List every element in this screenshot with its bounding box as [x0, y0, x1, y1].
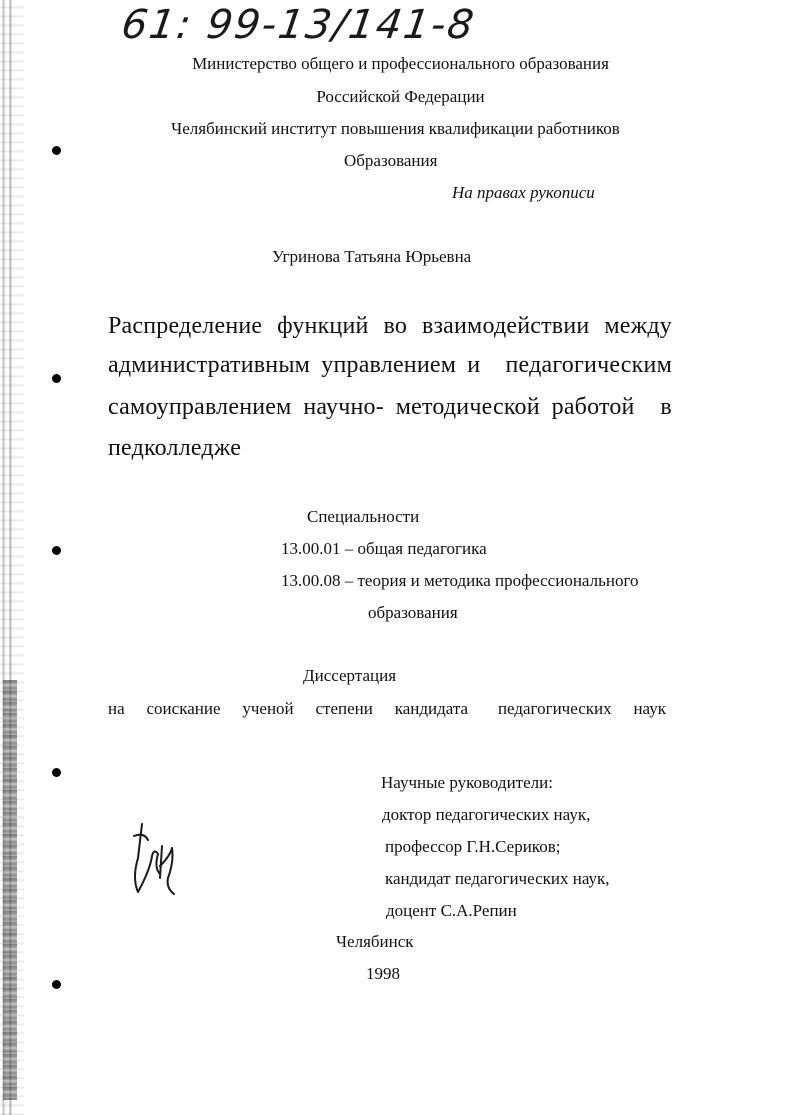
supervisor-line: доцент С.А.Репин — [386, 901, 517, 920]
punch-hole-mark — [52, 768, 61, 777]
title-line-4: педколледже — [108, 435, 242, 461]
degree-word: на — [108, 699, 125, 718]
author-name: Угринова Татьяна Юрьевна — [272, 247, 472, 266]
degree-word: ученой — [242, 699, 294, 718]
degree-line — [108, 699, 666, 719]
supervisor-line: кандидат педагогических наук, — [385, 869, 610, 888]
degree-word: степени — [315, 699, 373, 718]
title-word: Распределение — [108, 313, 263, 339]
archive-number-handwritten: 61: 99-13/141-8 — [118, 2, 479, 48]
punch-hole-mark — [52, 546, 61, 555]
title-line-1 — [108, 313, 672, 340]
title-word: самоуправлением — [108, 394, 292, 420]
city: Челябинск — [336, 932, 414, 951]
degree-word: педагогических — [497, 699, 612, 718]
manuscript-rights: На правах рукописи — [452, 183, 595, 202]
title-word: функций — [277, 313, 369, 339]
federation-line: Российской Федерации — [316, 87, 485, 106]
specialty-item: 13.00.08 – теория и методика профессионального — [281, 571, 639, 590]
title-word: работой — [551, 394, 635, 420]
title-word: управлением — [321, 352, 457, 378]
title-word: и — [467, 352, 481, 378]
supervisor-line: профессор Г.Н.Сериков; — [385, 837, 561, 856]
title-word: педагогическим — [505, 352, 672, 378]
scan-edge-dark-artifact — [3, 680, 17, 1100]
title-word: административным — [108, 352, 311, 378]
title-line-3 — [108, 394, 672, 421]
degree-word: соискание — [146, 699, 221, 718]
title-word: методической — [395, 394, 540, 420]
handwritten-signature — [124, 818, 184, 898]
specialties-heading: Специальности — [307, 507, 420, 526]
specialty-item: 13.00.01 – общая педагогика — [281, 539, 487, 558]
title-word: научно- — [303, 394, 384, 420]
institute-line: Челябинский институт повышения квалификации работников — [171, 119, 620, 138]
degree-word: кандидата — [394, 699, 469, 718]
education-line: Образования — [344, 151, 438, 170]
ministry-line: Министерство общего и профессионального образования — [192, 54, 609, 73]
punch-hole-mark — [52, 374, 61, 383]
title-word: во — [383, 313, 408, 339]
title-word: в — [660, 394, 672, 420]
degree-word: наук — [633, 699, 666, 718]
title-word: между — [604, 313, 672, 339]
year: 1998 — [366, 964, 400, 983]
punch-hole-mark — [52, 980, 61, 989]
dissertation-heading: Диссертация — [303, 666, 397, 685]
supervisors-heading: Научные руководители: — [381, 773, 553, 792]
punch-hole-mark — [52, 146, 61, 155]
title-line-2 — [108, 352, 672, 379]
supervisor-line: доктор педагогических наук, — [382, 805, 591, 824]
title-word: взаимодействии — [421, 313, 590, 339]
specialty-continuation: образования — [368, 603, 458, 622]
